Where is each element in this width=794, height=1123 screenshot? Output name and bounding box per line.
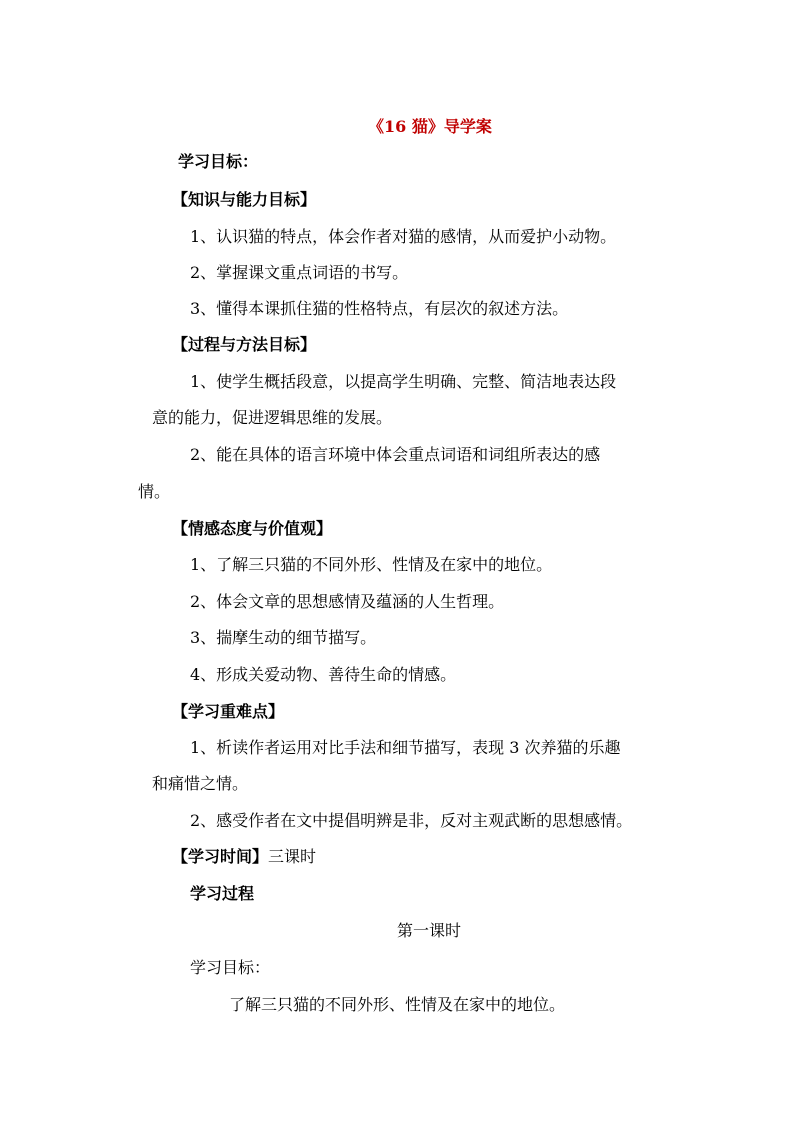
knowledge-goal-item: 3、懂得本课抓住猫的性格特点，有层次的叙述方法。 [190,299,569,318]
emotion-goal-item: 2、体会文章的思想感情及蕴涵的人生哲理。 [190,592,505,611]
emotion-goals-heading: 【情感态度与价值观】 [172,519,333,538]
key-point-item-2: 2、感受作者在文中提倡明辨是非，反对主观武断的思想感情。 [190,811,633,830]
lesson-1-goals-label: 学习目标： [190,958,271,977]
knowledge-goal-item: 2、掌握课文重点词语的书写。 [190,263,409,282]
process-goal-item-1-line-2: 意的能力，促进逻辑思维的发展。 [152,408,393,427]
key-points-heading: 【学习重难点】 [172,702,285,721]
emotion-goal-item: 1、了解三只猫的不同外形、性情及在家中的地位。 [190,555,553,574]
key-point-item-1-line-2: 和痛惜之情。 [152,774,249,793]
knowledge-goals-heading: 【知识与能力目标】 [172,190,317,209]
study-time-line [172,847,316,867]
lesson-1-heading: 第一课时 [397,921,462,940]
process-goal-item-2-line-1: 2、能在具体的语言环境中体会重点词语和词组所表达的感 [190,445,601,464]
emotion-goal-item: 4、形成关爱动物、善待生命的情感。 [190,665,457,684]
key-point-item-1-line-1: 1、析读作者运用对比手法和细节描写，表现 3 次养猫的乐趣 [190,738,621,757]
learning-goals-heading: 学习目标： [178,152,259,171]
knowledge-goal-item: 1、认识猫的特点，体会作者对猫的感情，从而爱护小动物。 [190,227,617,246]
emotion-goal-item: 3、揣摩生动的细节描写。 [190,628,377,647]
learning-process-heading: 学习过程 [190,884,255,903]
document-title: 《16 猫》导学案 [368,117,492,136]
process-goals-heading: 【过程与方法目标】 [172,335,317,354]
study-time-heading: 【学习时间】 [172,847,269,866]
study-time-value: 三课时 [268,847,317,866]
process-goal-item-2-line-2: 情。 [138,482,171,501]
process-goal-item-1-line-1: 1、使学生概括段意，以提高学生明确、完整、简洁地表达段 [190,372,617,391]
lesson-1-goal: 了解三只猫的不同外形、性情及在家中的地位。 [229,995,566,1014]
